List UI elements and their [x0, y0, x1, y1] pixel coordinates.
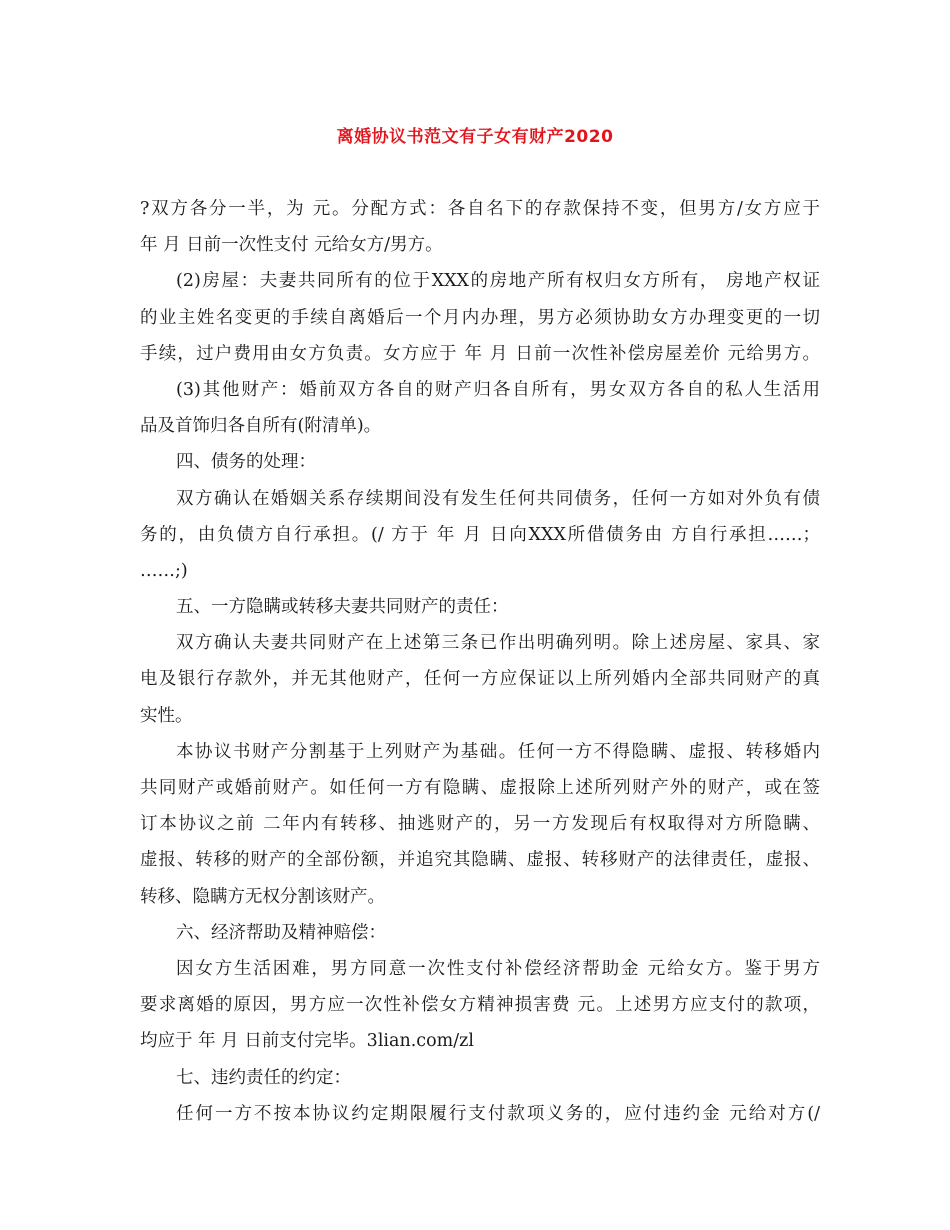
document-body — [140, 191, 820, 1132]
text-line: 因女方生活困难，男方同意一次性支付补偿经济帮助金 元给女方。鉴于男方 — [176, 958, 820, 979]
text-line: ……;) — [140, 560, 188, 581]
text-line: 的业主姓名变更的手续自离婚后一个月内办理，男方必须协助女方办理变更的一切 — [140, 307, 820, 328]
text-line: (2)房屋：夫妻共同所有的位于XXX的房地产所有权归女方所有， 房地产权证 — [176, 271, 820, 292]
document-title: 离婚协议书范文有子女有财产2020 — [336, 127, 614, 147]
text-line: (3)其他财产：婚前双方各自的财产归各自所有，男女双方各自的私人生活用 — [176, 379, 820, 400]
text-line: 任何一方不按本协议约定期限履行支付款项义务的，应付违约金 元给对方(/ — [176, 1103, 820, 1124]
section-heading: 五、一方隐瞒或转移夫妻共同财产的责任： — [176, 597, 509, 618]
text-line: 双方确认在婚姻关系存续期间没有发生任何共同债务，任何一方如对外负有债 — [176, 488, 820, 509]
text-line: 本协议书财产分割基于上列财产为基础。任何一方不得隐瞒、虚报、转移婚内 — [176, 741, 820, 762]
text-line: 实性。 — [140, 705, 193, 726]
section-heading: 七、违约责任的约定： — [176, 1067, 351, 1088]
text-line: 要求离婚的原因，男方应一次性补偿女方精神损害费 元。上述男方应支付的款项， — [140, 995, 820, 1016]
text-line: 手续，过户费用由女方负责。女方应于 年 月 日前一次性补偿房屋差价 元给男方。 — [140, 343, 820, 364]
text-line: 双方确认夫妻共同财产在上述第三条已作出明确列明。除上述房屋、家具、家 — [176, 633, 820, 654]
text-line: 订本协议之前 二年内有转移、抽逃财产的，另一方发现后有权取得对方所隐瞒、 — [140, 814, 820, 835]
text-line: 共同财产或婚前财产。如任何一方有隐瞒、虚报除上述所列财产外的财产，或在签 — [140, 778, 820, 798]
text-line: 转移、隐瞒方无权分割该财产。 — [140, 886, 385, 907]
text-line: ?双方各分一半，为 元。分配方式：各自名下的存款保持不变，但男方/女方应于 — [140, 199, 820, 219]
text-line: 年 月 日前一次性支付 元给女方/男方。 — [140, 235, 443, 256]
text-line: 电及银行存款外，并无其他财产，任何一方应保证以上所列婚内全部共同财产的真 — [140, 669, 820, 690]
text-line: 均应于 年 月 日前支付完毕。3lian.com/zl — [140, 1031, 474, 1052]
text-line: 虚报、转移的财产的全部份额，并追究其隐瞒、虚报、转移财产的法律责任，虚报、 — [140, 850, 820, 871]
section-heading: 四、债务的处理： — [176, 452, 316, 473]
section-heading: 六、经济帮助及精神赔偿： — [176, 922, 386, 943]
text-line: 品及首饰归各自所有(附清单)。 — [140, 416, 382, 437]
text-line: 务的，由负债方自行承担。(/ 方于 年 月 日向XXX所借债务由 方自行承担……； — [140, 524, 820, 545]
